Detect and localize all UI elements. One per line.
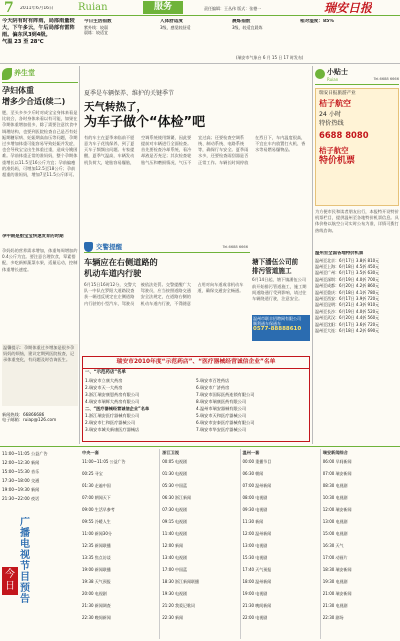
list-item: 2.瑞安市仁和医疗器械公司: [85, 419, 136, 425]
ranking-part1: 一、“示范药店”名单: [85, 370, 126, 376]
program-item: 05:30 中国蓝: [162, 483, 188, 489]
list-item: 6.瑞安市安泰医疗器械有限公司: [196, 419, 255, 425]
list-item: 1.瑞安市立康大药房: [85, 377, 123, 383]
program-item: 19:30 电视剧: [322, 579, 348, 585]
program-item: 21:20 我爱记歌词: [162, 603, 196, 609]
service-index-3: [232, 19, 302, 30]
program-item: 17:40 天气预报: [242, 567, 272, 573]
weather-text: 今天阴有时有阵雨，局部雨量较大，下午多云，午后局部有雷阵雨。偏东风3到4级。: [2, 18, 75, 38]
service-index-4: [300, 19, 396, 25]
traffic-header: [84, 242, 250, 253]
list-item: 5.瑞安市天和医疗器械公司: [196, 412, 247, 418]
program-item: 11:40 电视剧: [162, 531, 188, 537]
service-label: 晨炼指数: [232, 19, 251, 24]
flight-item: 温州至大连：6月18日 4.2折 690元: [315, 327, 380, 333]
program-item: 15:00 电视剧: [322, 531, 348, 537]
program-item: 08:30 电视剧: [322, 483, 348, 489]
list-item: 5.瑞安市百姓药店: [196, 377, 230, 383]
list-item: 4.温州市瑞安器械有限公司: [196, 405, 247, 411]
service-line: 3级，较适宜晨炼: [232, 24, 263, 30]
service-hours: 24 小时: [319, 110, 342, 118]
flight-item: 温州至沈阳：6月17日 3.6折 720元: [315, 321, 380, 327]
tv-title-vertical: 广播电视节目预告: [20, 517, 30, 605]
program-item: 09:30 电视剧: [242, 507, 268, 513]
company-name: 温州市联丰招聘网有限公司: [253, 316, 301, 322]
weather-temp: 气温 23 至 28℃: [2, 39, 44, 45]
ranking-lists: [83, 377, 309, 433]
program-item: 18:00 温州新闻: [242, 579, 272, 585]
flight-item: 温州至成都：6月20日 4.2折 860元: [315, 283, 380, 289]
program-item: 13:35 焦点访谈: [82, 555, 111, 561]
flight-item: 温州至广州：6月17日 3.5折 630元: [315, 270, 380, 276]
service-index-2: [160, 19, 230, 30]
program-item: 09:15 电视剧: [162, 519, 188, 525]
program-item: 07:00 温州新闻: [242, 483, 272, 489]
article-body: 6月15日16时12分，交警大队一中队在罗阳大道路段查获一辆违反规定在左侧道路内行驶的小型汽车，驾驶员被依法处罚。交警提醒广大驾驶员，应当按照道路交通安全法规定，在道路右侧的机动车道内行驶，不得随意占用对向车道或非机动车道，确保交通安全畅通。: [84, 282, 244, 306]
leaf-icon: [2, 68, 12, 80]
list-item: 二、“医疗器械经营诚信企业”名单: [85, 405, 150, 411]
auto-article: [84, 88, 308, 238]
channel-name: 浙江卫视: [162, 450, 180, 455]
flight-item: 温州至上海：6月18日 4.5折 450元: [315, 263, 380, 269]
shield-icon: [84, 242, 93, 252]
article-headline-2: 机动车道内行驶: [84, 268, 142, 278]
program-item: 21:30 晚间新闻: [242, 603, 272, 609]
article-body-2: 孕妈妈的营养需求增加，体重每周增加约0.4公斤为宜。要注意合理饮食，荤素搭配，多吃新鲜蔬菜水果，适量运动，控制体重增长速度。: [2, 248, 78, 272]
program-item: 13:40 电视剧: [162, 555, 188, 561]
health-header: [2, 67, 78, 83]
program-item: 00:00 重播节目: [242, 459, 272, 465]
article-headline-1: 车辆应在右侧道路的: [84, 257, 158, 267]
program-item: 12:00 新闻: [162, 543, 184, 549]
radio-item: 17:30~18:00 交通: [2, 478, 40, 483]
article-headline-1: 天气转热了，: [84, 100, 147, 113]
tips-header: [315, 67, 399, 85]
article-headline-2: 为车子做个“体检”吧: [84, 114, 206, 130]
newspaper-logo: 瑞安日报: [324, 1, 373, 15]
airline-name: 桔子航空: [319, 98, 351, 108]
program-item: 06:00 早间新闻: [322, 459, 352, 465]
program-item: 10:30 电视剧: [322, 495, 348, 501]
service-label: 人体舒适度: [160, 19, 183, 24]
program-item: 22:00 电视剧: [242, 615, 268, 621]
list-item: 1.浙江瑞安医疗器械有限公司: [85, 412, 140, 418]
edition-en: Ruian: [78, 2, 108, 13]
radio-item: 21:30~22:00 夜话: [2, 496, 40, 501]
program-item: 11:00 新闻30分: [82, 531, 112, 537]
program-item: 12:00 温州新闻: [242, 531, 272, 537]
program-item: 06:30 朝闻: [242, 471, 264, 477]
program-item: 19:00 新闻联播: [82, 567, 111, 573]
weather-block: [0, 18, 400, 64]
section-tel: Tel.6688 6666: [222, 245, 248, 249]
program-item: 21:30 电视剧: [322, 603, 348, 609]
program-item: 17:00 动画片: [322, 555, 348, 561]
flight-item: 温州至深圳：6月19日 4.0折 700元: [315, 276, 380, 282]
tv-channel-col: [241, 449, 321, 639]
program-item: 12:00 瑞安新闻: [322, 507, 352, 513]
article-subtitle: 增多少合适(续二): [2, 97, 66, 106]
program-item: 08:00 电视剧: [242, 495, 268, 501]
special-offer: 特价机票: [319, 155, 356, 166]
radio-item: 15:00~15:30 音乐: [2, 469, 40, 474]
airline-name-2: 桔子航空: [319, 145, 349, 155]
list-item: 8.瑞安市瑞康医药有限公司: [196, 398, 247, 404]
program-item: 09:00 生活早参考: [82, 507, 115, 513]
article-headline-2: 排污管道施工: [252, 267, 292, 276]
traffic-article: [84, 240, 250, 352]
company-phone: 0577-88888610: [253, 326, 302, 333]
tv-grid: [82, 449, 398, 639]
ranking-title: 瑞安市2010年度“示范药店”、“医疗器械经营诚信企业”名单: [83, 357, 309, 369]
list-item: 3.浙江瑞安康恩药房有限公司: [85, 391, 140, 397]
program-item: 19:00 电视剧: [242, 591, 268, 597]
flight-list: [315, 251, 399, 441]
section-title: 养生堂: [14, 69, 35, 77]
program-item: 00:25 寻宝: [82, 471, 103, 477]
email-address: ruiap@126.com: [22, 417, 57, 423]
program-item: 11:30 新闻: [242, 519, 264, 525]
bulb-icon: [315, 69, 325, 79]
channel-name: 温州一套: [242, 450, 260, 455]
company-ad: [252, 315, 310, 341]
program-item: 22:30 晚间新闻: [82, 615, 111, 621]
ranking-list-left: [85, 377, 196, 433]
editor-line: 责任编辑：王丛伟 版式：张德一: [204, 6, 262, 11]
flight-item: 温州至武汉：6月20日 4.4折 560元: [315, 315, 380, 321]
service-index-1: [84, 19, 162, 35]
flight-heading: 温州至全国各地特价机票: [315, 251, 364, 256]
article-title: 孕妇体重: [2, 86, 34, 95]
hotline-label: 新闻热线：: [2, 412, 23, 417]
tv-channel-col: [82, 449, 160, 639]
ranking-list-right: [196, 377, 307, 433]
channel-name: 中央一套: [82, 450, 99, 455]
program-item: 21:30 新闻调查: [82, 603, 111, 609]
edition-cn: 服务: [153, 2, 172, 12]
program-item: 15:30 电视剧: [242, 555, 268, 561]
section-tel: Tel.6688 6666: [373, 77, 399, 81]
airline-ad: [315, 88, 399, 206]
program-item: 07:00 瑞安新闻: [322, 471, 352, 477]
program-item: 20:00 电视剧: [82, 591, 107, 597]
list-item: 7.瑞安市华安医疗器械公司: [196, 426, 247, 432]
source-note: (瑞安市气象台 6 月 15 日 17 时发布): [236, 55, 304, 60]
program-item: 13:00 电视剧: [242, 543, 268, 549]
contact-info: [2, 412, 78, 423]
list-item: 2.瑞安市天一大药房: [85, 384, 123, 390]
tips-body: 为方便市民和读者朋友出行，本报特开设特价机票栏目，提供温州至各地特价机票信息。具体价格以航空公司实时公布为准，详情可拨打热线咨询。: [315, 209, 399, 233]
service-line: 3级，感觉较舒适: [160, 24, 191, 30]
drainage-article: [252, 258, 310, 354]
channel-name: 瑞安新闻综合: [322, 450, 348, 455]
program-item: 18:30 瑞安新闻: [322, 567, 352, 573]
program-item: 22:30 新闻: [162, 615, 184, 621]
program-item: 17:00 中国蓝: [162, 567, 188, 573]
tv-channel-col: [321, 449, 398, 639]
program-item: 07:30 电视剧: [162, 507, 188, 513]
program-item: 12:35 新闻联播: [82, 543, 111, 549]
program-item: 19:38 天气预报: [82, 579, 111, 585]
issue-date: 2011年6月16日: [20, 6, 54, 11]
service-line: 紫外线：较弱: [84, 24, 108, 30]
radio-item: 19:00~19:30 新闻: [2, 487, 40, 492]
section-title: 小贴士: [327, 68, 348, 76]
flight-item: 温州至长沙：6月19日 4.0折 520元: [315, 308, 380, 314]
section-sub: Ruian: [327, 77, 339, 82]
program-item: 21:00 瑞安新闻: [322, 591, 352, 597]
tips-box: 温馨提示：孕期体重过多增加是很多孕妈妈的烦恼，建议定期到医院检查，记录体重变化，有问题及时咨询医生。: [2, 344, 78, 406]
article-body: 有的车主在夏季来临前不愿意为车子花钱保养，到了夏天车子频频出问题。专家提醒，夏季气温高，车辆发动机负荷大，轮胎容易爆胎，空调系统使用频繁，因此要提前对车辆进行全面检查。首先要检查冷却系统，看冷却液是否充足；其次检查轮胎气压和磨损情况，气压不宜过高；还要检查空调系统、制动系统、电路系统等，确保行车安全。夏季雨水多，还要检查雨刮器是否正常工作。车辆长时间停放在烈日下，车内温度很高，不宜在车内放置打火机、香水等易燃易爆物品。: [84, 134, 306, 165]
tv-listings: [0, 446, 400, 641]
flight-item: 温州至重庆：6月18日 4.1折 780元: [315, 289, 380, 295]
program-item: 11:00~11:05 公益广告: [82, 459, 126, 465]
program-item: 19:30 电视剧: [162, 591, 188, 597]
company-sub: 顺利通车保通车: [253, 321, 281, 327]
article-body: 肥，至头多多少斤时对成宝宝身体来看是比较合，各时身体来看以有可能，如果在孕期体重增加很多，除了需要注意饮食中调理结构，也要到医院检查自己是否有妊娠期糖尿病、妊娠期高血压等问题，孕期过多增加体重可能容易导致妊娠并发症，也会导致宝宝出生体重过重，造成分娩困难。孕前体重正常的准妈妈，整个孕期体重增长以11.5至16公斤为宜；孕前偏瘦的准妈妈，可增加12.5至18公斤；孕前超重的准妈妈，增加7至11.5公斤即可。: [2, 110, 78, 178]
edition-tag: [143, 1, 183, 14]
program-item: 18:30 浙江新闻联播: [162, 579, 200, 585]
service-label: 相对湿度：85%: [300, 19, 334, 24]
hotline-number: 6688 8080: [319, 130, 369, 141]
email-label: 电子邮箱：: [2, 417, 23, 423]
radio-block: [2, 449, 80, 513]
flight-item: 温州至西安：6月17日 3.9折 720元: [315, 295, 380, 301]
section-title: 交警提醒: [96, 243, 122, 251]
health-column: [0, 66, 80, 444]
service-line: 晨练：较适宜: [84, 29, 108, 35]
article-kicker: 夏季是车辆保养、维护的关键季节: [84, 90, 175, 97]
program-item: 00:05 电视剧: [162, 459, 188, 465]
article-subhead: 孕中期是胎宝宝快速发育的时期: [2, 234, 64, 239]
list-item: 3.瑞安市城关新康医疗器械店: [85, 426, 140, 432]
article-body: 6月14日起，塘下镇潘伍公司前开始排污管道施工，施工期间道路通行受到影响，请过往车辆绕道行驶，注意安全。: [252, 277, 307, 302]
page-number: 7: [4, 0, 14, 16]
program-item: 13:00 电视剧: [322, 519, 348, 525]
program-item: 09:55 冷暖人生: [82, 519, 111, 525]
hotline-number: 66866686: [22, 412, 45, 417]
flight-item: 温州至北京：6月17日 3.8折 810元: [315, 257, 380, 263]
article-headline-1: 塘下潘伍公司前: [252, 258, 299, 266]
ranking-box: [82, 356, 310, 442]
tips-column: [312, 66, 400, 444]
hotline-label: 特价热线: [319, 120, 344, 128]
masthead: [0, 0, 400, 16]
program-item: 07:00 朝闻天下: [82, 495, 111, 501]
radio-item: 11:00~11:05 公益广告: [2, 451, 48, 456]
list-item: 7.瑞安市国际医药连锁有限公司: [196, 391, 255, 397]
program-item: 22:30 剧场: [322, 615, 344, 621]
tv-channel-col: [160, 449, 240, 639]
promo-title: 瑞安日报旅游产业: [319, 91, 356, 96]
service-label: 今日生活指数: [84, 19, 112, 24]
program-item: 16:30 天气: [322, 543, 344, 549]
radio-item: 12:00~12:30 新闻: [2, 460, 40, 465]
today-label: 今日: [2, 567, 18, 595]
flight-item: 温州至昆明：6月21日 4.3折 910元: [315, 302, 380, 308]
list-item: 6.瑞安市广济药房: [196, 384, 230, 390]
list-item: 4.瑞安市瑞辉大药房有限公司: [85, 398, 140, 404]
program-item: 01:30 走遍中国: [82, 483, 111, 489]
program-item: 01:30 电视剧: [162, 471, 188, 477]
program-item: 06:30 浙江新闻: [162, 495, 192, 501]
weather-forecast: [2, 18, 80, 62]
